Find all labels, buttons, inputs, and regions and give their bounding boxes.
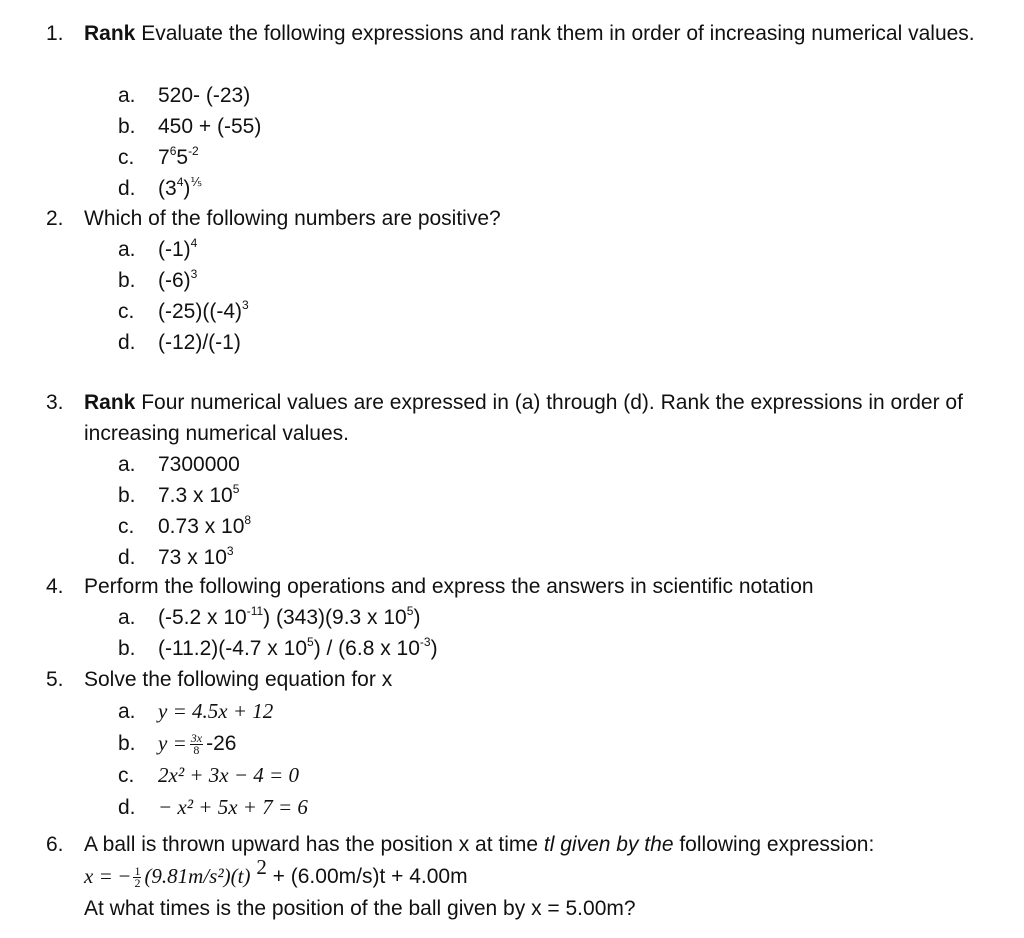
- question-text: Solve the following equation for x: [84, 668, 393, 691]
- question-5: [46, 664, 1006, 695]
- list-item: c. 0.73 x $10^8$: [118, 513, 252, 538]
- question-number: 4.: [46, 575, 64, 598]
- equation: y = 4.5x + 12: [158, 699, 274, 723]
- question-number: 5.: [46, 668, 64, 691]
- rank-label: Rank: [84, 22, 136, 45]
- list-item: a. y = 4.5x + 12: [118, 699, 274, 723]
- question-number: 3.: [46, 391, 64, 414]
- list-item: b. $(-6)^3$: [118, 267, 198, 292]
- fraction: $\frac{1}{2}$: [134, 863, 141, 890]
- list-item: c. $7^65^{-2}$: [118, 144, 199, 169]
- list-item: a. $(-1)^4$: [118, 236, 198, 261]
- fraction: $\frac{3x}{8}$: [190, 730, 203, 757]
- list-item: c. $(-25)((-4)^3$: [118, 298, 249, 323]
- question-2: [46, 203, 1006, 234]
- equation: − x² + 5x + 7 = 6: [158, 795, 308, 819]
- equation: 2x² + 3x − 4 = 0: [158, 763, 299, 787]
- question-text: Perform the following operations and express the answers in scientific notation: [84, 575, 814, 598]
- list-item: b. y = $\frac{3x}{8}$ -26: [118, 730, 237, 757]
- position-equation: x = − $\frac{1}{2}$ (9.81m/s²)(t) $^2$ + (6.00m/s)t + 4.00m: [84, 855, 468, 890]
- list-item: c. 2x² + 3x − 4 = 0: [118, 763, 299, 787]
- question-number: 6.: [46, 833, 64, 856]
- question-3: [46, 387, 1006, 449]
- list-item: d. $(3^4)^{\frac{1}{5}}$: [118, 175, 203, 200]
- list-item: b. (-11.2)(-4.7 x $10^5) / (6.8$ x $10^{-3}$): [118, 635, 438, 660]
- question-number: 2.: [46, 207, 64, 230]
- list-item: b. 450 + (-55): [118, 115, 262, 138]
- question-text: A ball is thrown upward has the position x at time tl given by the following expression:: [84, 833, 875, 856]
- list-item: b. 7.3 x $10^5$: [118, 482, 240, 507]
- question-text: Which of the following numbers are positive?: [84, 207, 501, 230]
- question-number: 1.: [46, 22, 64, 45]
- question-text: Rank Four numerical values are expressed in (a) through (d). Rank the expressions in order of increasing numerical values.: [84, 391, 963, 445]
- question-text: Rank Evaluate the following expressions and rank them in order of increasing numerical values.: [84, 22, 975, 45]
- rank-label: Rank: [84, 391, 136, 414]
- list-item: d. 73 x $10^3$: [118, 544, 234, 569]
- list-item: d. − x² + 5x + 7 = 6: [118, 795, 308, 819]
- list-item: a. 520- (-23): [118, 84, 251, 107]
- question-6-prompt: At what times is the position of the ball given by x = 5.00m?: [84, 897, 636, 920]
- question-1: [46, 18, 1006, 49]
- question-4: [46, 571, 1006, 602]
- question-6: [46, 829, 1006, 860]
- list-item: a. 7300000: [118, 453, 240, 476]
- list-item: a. (-5.2 x $10^{-11}$) (343)(9.3 x $10^5$): [118, 604, 421, 629]
- list-item: d. (-12)/(-1): [118, 331, 241, 354]
